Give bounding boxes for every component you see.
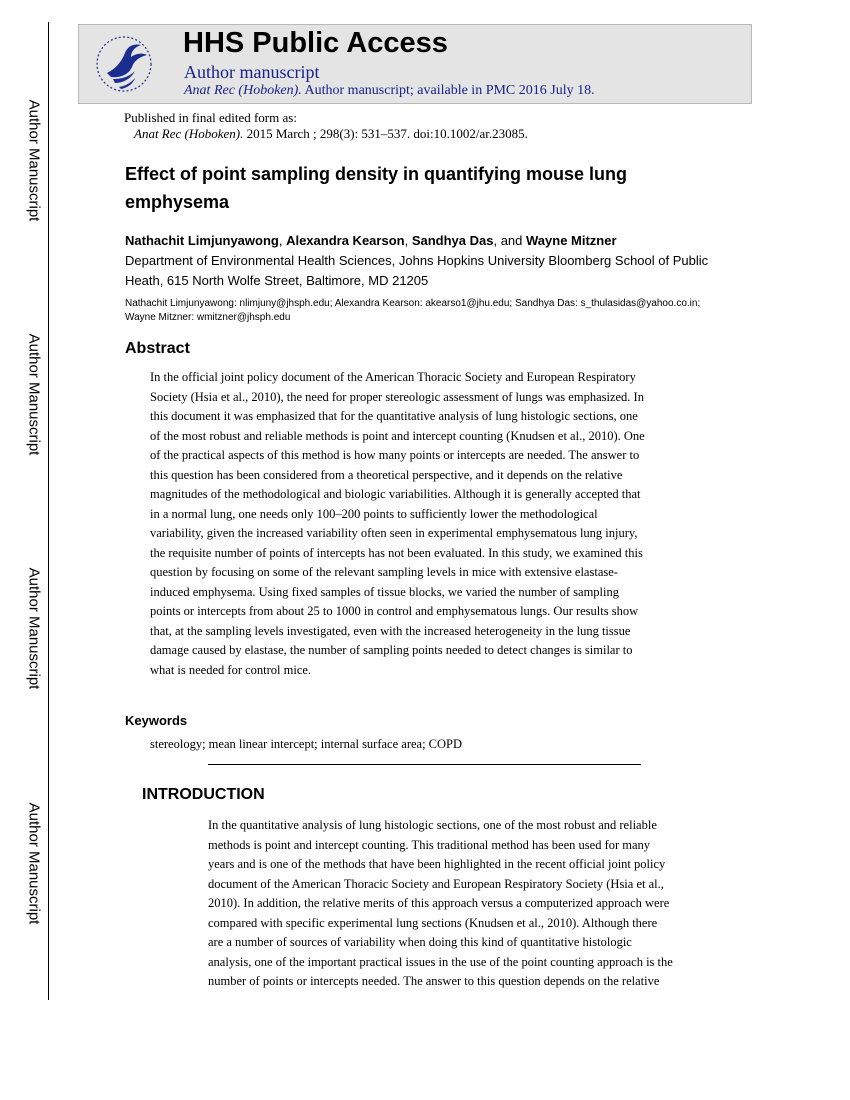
hhs-eagle-logo-icon [91, 33, 157, 95]
abstract-line: of the practical aspects of this method is how many points or intercepts are needed. The answer to [150, 448, 640, 462]
abstract-line: Society (Hsia et al., 2010), the need for proper stereologic assessment of lungs was emphasized. In [150, 389, 644, 404]
abstract-line: variability, given the increased variability often seen in experimental emphysematous lung injury, [150, 526, 638, 540]
published-citation-text: 2015 March ; 298(3): 531–537. doi:10.1002/ar.23085. [243, 126, 528, 141]
availability-line [184, 83, 595, 99]
author-name: Alexandra Kearson [286, 233, 405, 248]
author-name: Wayne Mitzner [526, 233, 617, 248]
side-label-author-manuscript: Author Manuscript [25, 333, 43, 456]
intro-line: number of points or intercepts needed. The answer to this question depends on the relative [208, 974, 660, 988]
abstract-line: In the official joint policy document of the American Thoracic Society and European Respiratory [150, 370, 636, 384]
published-label: Published in final edited form as: [124, 110, 297, 125]
hhs-public-access-title: HHS Public Access [183, 27, 448, 59]
intro-line: methods is point and intercept counting. This traditional method has been used for many [208, 837, 651, 852]
keywords-heading: Keywords [125, 713, 188, 728]
abstract-line: this question has been considered from a theoretical perspective, and it depends on the relative [150, 467, 623, 482]
availability-journal: Anat Rec (Hoboken). [184, 83, 302, 98]
article-title: Effect of point sampling density in quantifying mouse lung emphysema [125, 164, 628, 212]
intro-line: are a number of sources of variability when doing this kind of quantitative histologic [208, 935, 632, 949]
intro-line: analysis, one of the important practical issues in the use of the point counting approach is the [208, 954, 673, 969]
introduction-heading: INTRODUCTION [142, 786, 265, 803]
abstract-line: damage caused by elastase, the number of sampling points needed to detect changes is similar to [150, 643, 633, 657]
hhs-header-banner [78, 24, 752, 104]
side-label-author-manuscript: Author Manuscript [25, 802, 43, 925]
published-citation [134, 126, 528, 142]
published-journal: Anat Rec (Hoboken). [134, 126, 244, 141]
abstract-line: magnitudes of the methodological and biologic variabilities. Although it is generally accepted that [150, 487, 641, 501]
abstract-line: the requisite number of points of intercepts has not been evaluated. In this study, we examined this [150, 545, 643, 560]
affiliation: Department of Environmental Health Sciences, Johns Hopkins University Bloomberg School of Public Heath, 615 North Wolfe Street, Baltimore, MD 21205 [125, 253, 709, 288]
side-label-author-manuscript: Author Manuscript [25, 567, 43, 690]
abstract-heading: Abstract [125, 340, 190, 357]
abstract-line: question by focusing on some of the relevant sampling levels in mice with extensive elastase- [150, 565, 618, 579]
side-label-author-manuscript: Author Manuscript [25, 99, 43, 222]
introduction-body [208, 816, 748, 992]
abstract-line: induced emphysema. Using fixed samples of tissue blocks, we varied the number of sampling [150, 584, 619, 599]
abstract-line: in a normal lung, one needs only 100–200 points to sufficiently lower the methodological [150, 506, 598, 521]
intro-line: 2010). In addition, the relative merits of this approach versus a computerized approach were [208, 896, 670, 910]
abstract-line: that, at the sampling levels investigated, even with the increased heterogeneity in the lung tissue [150, 623, 631, 638]
intro-line: In the quantitative analysis of lung histologic sections, one of the most robust and reliable [208, 818, 657, 832]
author-manuscript-label: Author manuscript [184, 62, 320, 82]
intro-line: years and is one of the methods that have been highlighted in the recent official joint policy [208, 857, 666, 871]
intro-line: compared with specific experimental lung sections (Knudsen et al., 2010). Although there [208, 915, 658, 930]
abstract-line: points or intercepts from about 25 to 1000 in control and emphysematous lungs. Our results show [150, 604, 639, 618]
side-rule [48, 22, 49, 1000]
intro-line: document of the American Thoracic Society and European Respiratory Society (Hsia et al., [208, 876, 664, 891]
author-list: Nathachit Limjunyawong, Alexandra Kearson, Sandhya Das, and Wayne Mitzner [125, 233, 617, 248]
abstract-line: this document it was emphasized that for the quantitative analysis of lung histologic sections, one [150, 409, 638, 423]
keywords-text: stereology; mean linear intercept; internal surface area; COPD [150, 737, 463, 751]
author-name: Sandhya Das [411, 233, 494, 248]
abstract-line: of the most robust and reliable methods is point and intercept counting (Knudsen et al., 2010). One [150, 428, 645, 443]
author-emails: Nathachit Limjunyawong: nlimjuny@jhsph.edu; Alexandra Kearson: akearso1@jhu.edu; Sandhya Das: s_thulasidas@yahoo.co.in; Wayne Mitzner: wmitzner@jhsph.edu [125, 298, 701, 323]
abstract-body [150, 368, 710, 680]
author-name: Nathachit Limjunyawong [125, 233, 279, 248]
abstract-line: what is needed for control mice. [150, 662, 312, 677]
section-divider [208, 764, 641, 765]
availability-text: Author manuscript; available in PMC 2016 July 18. [301, 83, 595, 98]
